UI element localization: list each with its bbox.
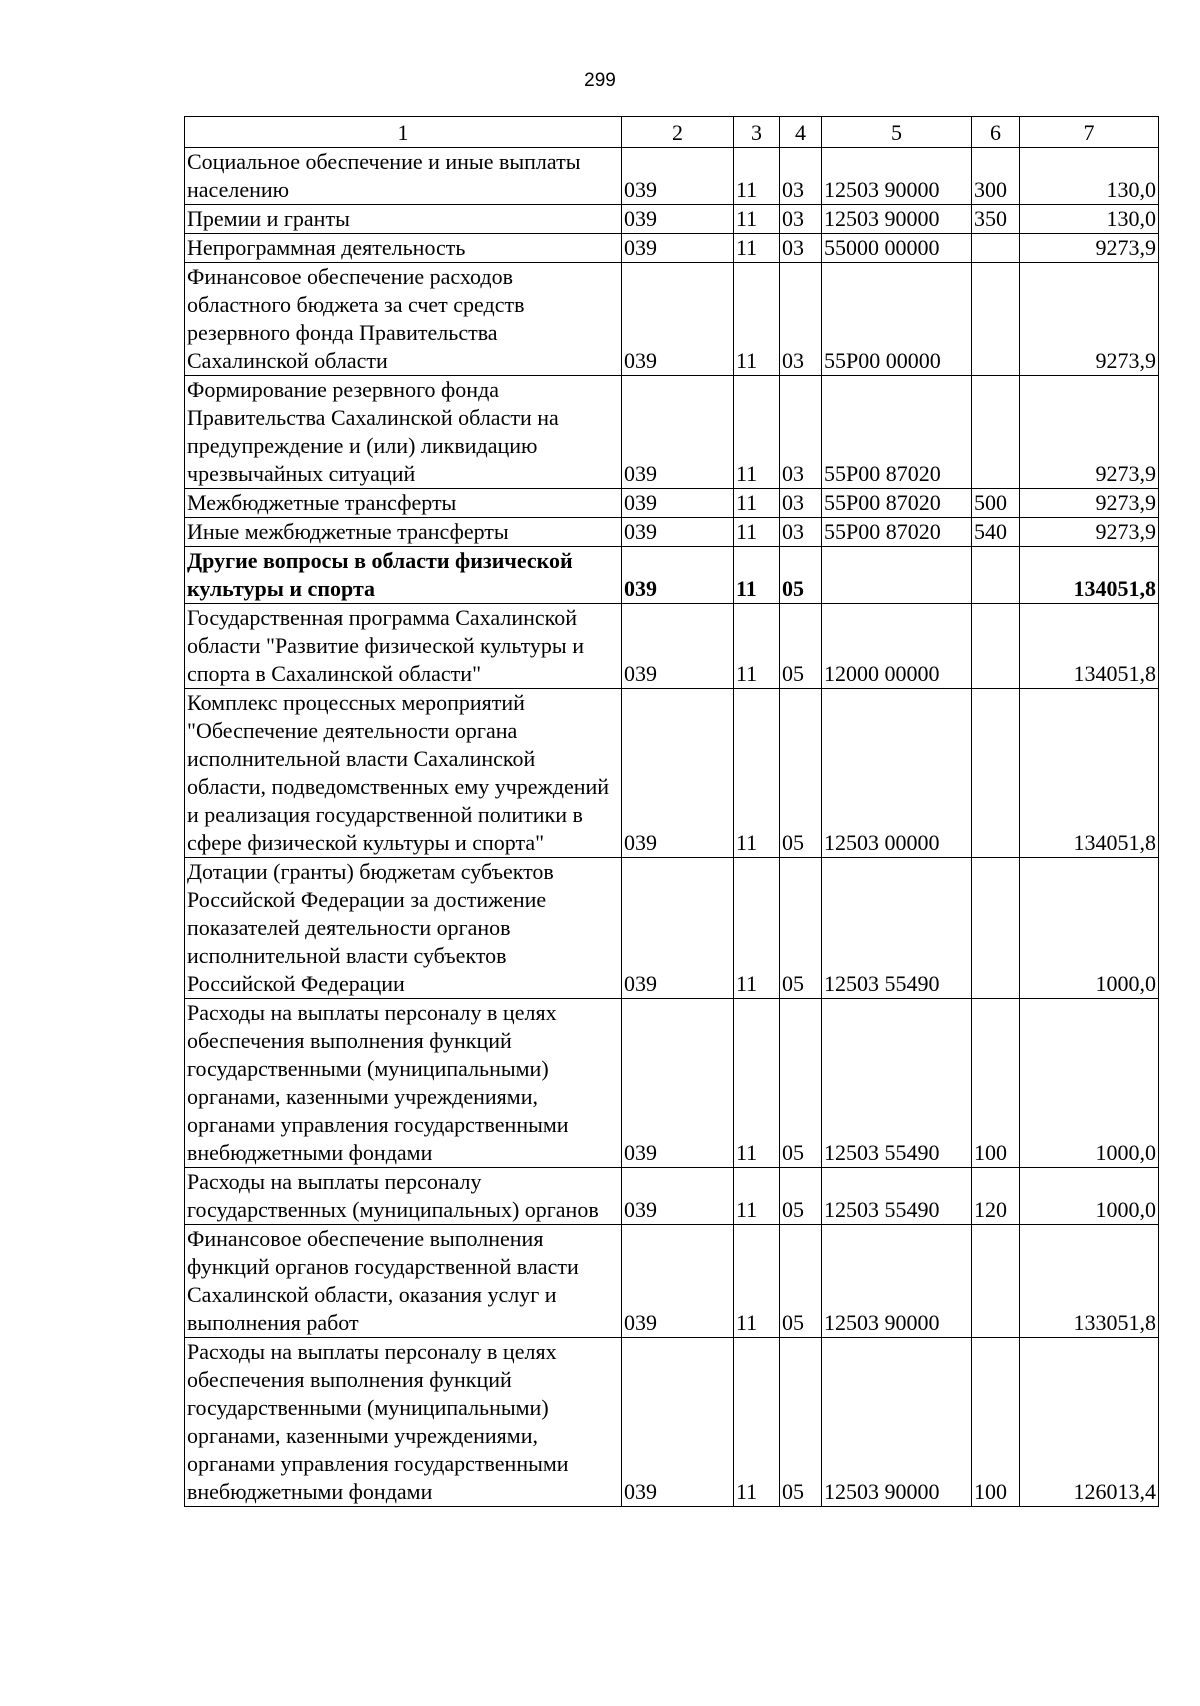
section-code-cell: 11	[734, 1168, 780, 1225]
amount-cell: 134051,8	[1020, 547, 1159, 604]
section-code-cell: 11	[734, 604, 780, 689]
ministry-code-cell: 039	[622, 1338, 734, 1507]
section-code-cell: 11	[734, 1225, 780, 1338]
table-row	[185, 489, 1159, 518]
expense-type-cell	[972, 604, 1020, 689]
section-code-cell: 11	[734, 234, 780, 263]
subsection-code-cell: 05	[780, 689, 822, 858]
header-cell: 5	[822, 117, 972, 148]
expense-type-cell	[972, 234, 1020, 263]
expense-type-cell	[972, 1225, 1020, 1338]
section-code-cell: 11	[734, 518, 780, 547]
target-article-cell: 12503 90000	[822, 1225, 972, 1338]
ministry-code-cell: 039	[622, 518, 734, 547]
target-article-cell: 12000 00000	[822, 604, 972, 689]
expense-type-cell	[972, 858, 1020, 999]
amount-cell: 9273,9	[1020, 489, 1159, 518]
target-article-cell: 55000 00000	[822, 234, 972, 263]
header-cell: 6	[972, 117, 1020, 148]
expense-type-cell	[972, 263, 1020, 376]
table-row	[185, 1168, 1159, 1225]
row-name-cell: Финансовое обеспечение расходов областного бюджета за счет средств резервного фонда Правительства Сахалинской области	[185, 263, 622, 376]
expense-type-cell	[972, 376, 1020, 489]
ministry-code-cell: 039	[622, 376, 734, 489]
subsection-code-cell: 05	[780, 604, 822, 689]
subsection-code-cell: 05	[780, 1225, 822, 1338]
section-code-cell: 11	[734, 547, 780, 604]
header-cell: 3	[734, 117, 780, 148]
ministry-code-cell: 039	[622, 999, 734, 1168]
expense-type-cell	[972, 689, 1020, 858]
table-row	[185, 263, 1159, 376]
section-code-cell: 11	[734, 489, 780, 518]
subsection-code-cell: 05	[780, 1338, 822, 1507]
section-code-cell: 11	[734, 205, 780, 234]
row-name-cell: Государственная программа Сахалинской области "Развитие физической культуры и спорта в Сахалинской области"	[185, 604, 622, 689]
amount-cell: 130,0	[1020, 148, 1159, 205]
section-code-cell: 11	[734, 858, 780, 999]
amount-cell: 134051,8	[1020, 689, 1159, 858]
target-article-cell: 12503 55490	[822, 999, 972, 1168]
row-name-cell: Дотации (гранты) бюджетам субъектов Российской Федерации за достижение показателей деятельности органов исполнительной власти субъектов Российской Федерации	[185, 858, 622, 999]
row-name-cell: Финансовое обеспечение выполнения функций органов государственной власти Сахалинской области, оказания услуг и выполнения работ	[185, 1225, 622, 1338]
expense-type-cell: 350	[972, 205, 1020, 234]
section-code-cell: 11	[734, 148, 780, 205]
table-row	[185, 148, 1159, 205]
table-row	[185, 205, 1159, 234]
target-article-cell: 12503 00000	[822, 689, 972, 858]
target-article-cell: 55Р00 87020	[822, 489, 972, 518]
subsection-code-cell: 05	[780, 858, 822, 999]
header-cell: 7	[1020, 117, 1159, 148]
expense-type-cell	[972, 547, 1020, 604]
header-cell: 4	[780, 117, 822, 148]
subsection-code-cell: 03	[780, 148, 822, 205]
table-row	[185, 547, 1159, 604]
section-code-cell: 11	[734, 999, 780, 1168]
amount-cell: 1000,0	[1020, 1168, 1159, 1225]
amount-cell: 134051,8	[1020, 604, 1159, 689]
target-article-cell: 12503 55490	[822, 858, 972, 999]
table-row	[185, 234, 1159, 263]
amount-cell: 1000,0	[1020, 858, 1159, 999]
row-name-cell: Расходы на выплаты персоналу государственных (муниципальных) органов	[185, 1168, 622, 1225]
table-body	[185, 148, 1159, 1507]
target-article-cell	[822, 547, 972, 604]
ministry-code-cell: 039	[622, 263, 734, 376]
expense-type-cell: 540	[972, 518, 1020, 547]
amount-cell: 9273,9	[1020, 234, 1159, 263]
ministry-code-cell: 039	[622, 148, 734, 205]
ministry-code-cell: 039	[622, 1225, 734, 1338]
amount-cell: 1000,0	[1020, 999, 1159, 1168]
row-name-cell: Непрограммная деятельность	[185, 234, 622, 263]
subsection-code-cell: 03	[780, 376, 822, 489]
row-name-cell: Социальное обеспечение и иные выплаты населению	[185, 148, 622, 205]
row-name-cell: Комплекс процессных мероприятий "Обеспечение деятельности органа исполнительной власти Сахалинской области, подведомственных ему учреждений и реализация государственной политики в сфере физической культуры и спорта"	[185, 689, 622, 858]
table-row	[185, 689, 1159, 858]
section-code-cell: 11	[734, 689, 780, 858]
row-name-cell: Формирование резервного фонда Правительства Сахалинской области на предупреждение и (или) ликвидацию чрезвычайных ситуаций	[185, 376, 622, 489]
ministry-code-cell: 039	[622, 1168, 734, 1225]
header-row	[185, 117, 1159, 148]
target-article-cell: 12503 90000	[822, 205, 972, 234]
target-article-cell: 12503 90000	[822, 1338, 972, 1507]
amount-cell: 9273,9	[1020, 263, 1159, 376]
header-cell: 2	[622, 117, 734, 148]
table-row	[185, 604, 1159, 689]
subsection-code-cell: 03	[780, 489, 822, 518]
subsection-code-cell: 05	[780, 999, 822, 1168]
expense-type-cell: 100	[972, 999, 1020, 1168]
budget-table	[184, 116, 1159, 1507]
subsection-code-cell: 05	[780, 547, 822, 604]
amount-cell: 133051,8	[1020, 1225, 1159, 1338]
page-number: 299	[584, 70, 616, 91]
ministry-code-cell: 039	[622, 689, 734, 858]
expense-type-cell: 300	[972, 148, 1020, 205]
ministry-code-cell: 039	[622, 234, 734, 263]
ministry-code-cell: 039	[622, 489, 734, 518]
table-row	[185, 858, 1159, 999]
table-row	[185, 518, 1159, 547]
ministry-code-cell: 039	[622, 858, 734, 999]
amount-cell: 130,0	[1020, 205, 1159, 234]
section-code-cell: 11	[734, 376, 780, 489]
row-name-cell: Расходы на выплаты персоналу в целях обеспечения выполнения функций государственными (муниципальными) органами, казенными учреждениями, органами управления государственными внебюджетными фондами	[185, 999, 622, 1168]
expense-type-cell: 100	[972, 1338, 1020, 1507]
target-article-cell: 12503 90000	[822, 148, 972, 205]
subsection-code-cell: 05	[780, 1168, 822, 1225]
amount-cell: 126013,4	[1020, 1338, 1159, 1507]
target-article-cell: 55Р00 87020	[822, 518, 972, 547]
table-row	[185, 1225, 1159, 1338]
table-row	[185, 999, 1159, 1168]
ministry-code-cell: 039	[622, 547, 734, 604]
table-row	[185, 1338, 1159, 1507]
row-name-cell: Премии и гранты	[185, 205, 622, 234]
header-cell: 1	[185, 117, 622, 148]
row-name-cell: Межбюджетные трансферты	[185, 489, 622, 518]
expense-type-cell: 500	[972, 489, 1020, 518]
row-name-cell: Другие вопросы в области физической культуры и спорта	[185, 547, 622, 604]
subsection-code-cell: 03	[780, 205, 822, 234]
target-article-cell: 55Р00 00000	[822, 263, 972, 376]
amount-cell: 9273,9	[1020, 518, 1159, 547]
subsection-code-cell: 03	[780, 234, 822, 263]
section-code-cell: 11	[734, 1338, 780, 1507]
target-article-cell: 12503 55490	[822, 1168, 972, 1225]
row-name-cell: Иные межбюджетные трансферты	[185, 518, 622, 547]
section-code-cell: 11	[734, 263, 780, 376]
amount-cell: 9273,9	[1020, 376, 1159, 489]
ministry-code-cell: 039	[622, 604, 734, 689]
row-name-cell: Расходы на выплаты персоналу в целях обеспечения выполнения функций государственными (муниципальными) органами, казенными учреждениями, органами управления государственными внебюджетными фондами	[185, 1338, 622, 1507]
subsection-code-cell: 03	[780, 518, 822, 547]
ministry-code-cell: 039	[622, 205, 734, 234]
table-row	[185, 376, 1159, 489]
expense-type-cell: 120	[972, 1168, 1020, 1225]
subsection-code-cell: 03	[780, 263, 822, 376]
target-article-cell: 55Р00 87020	[822, 376, 972, 489]
